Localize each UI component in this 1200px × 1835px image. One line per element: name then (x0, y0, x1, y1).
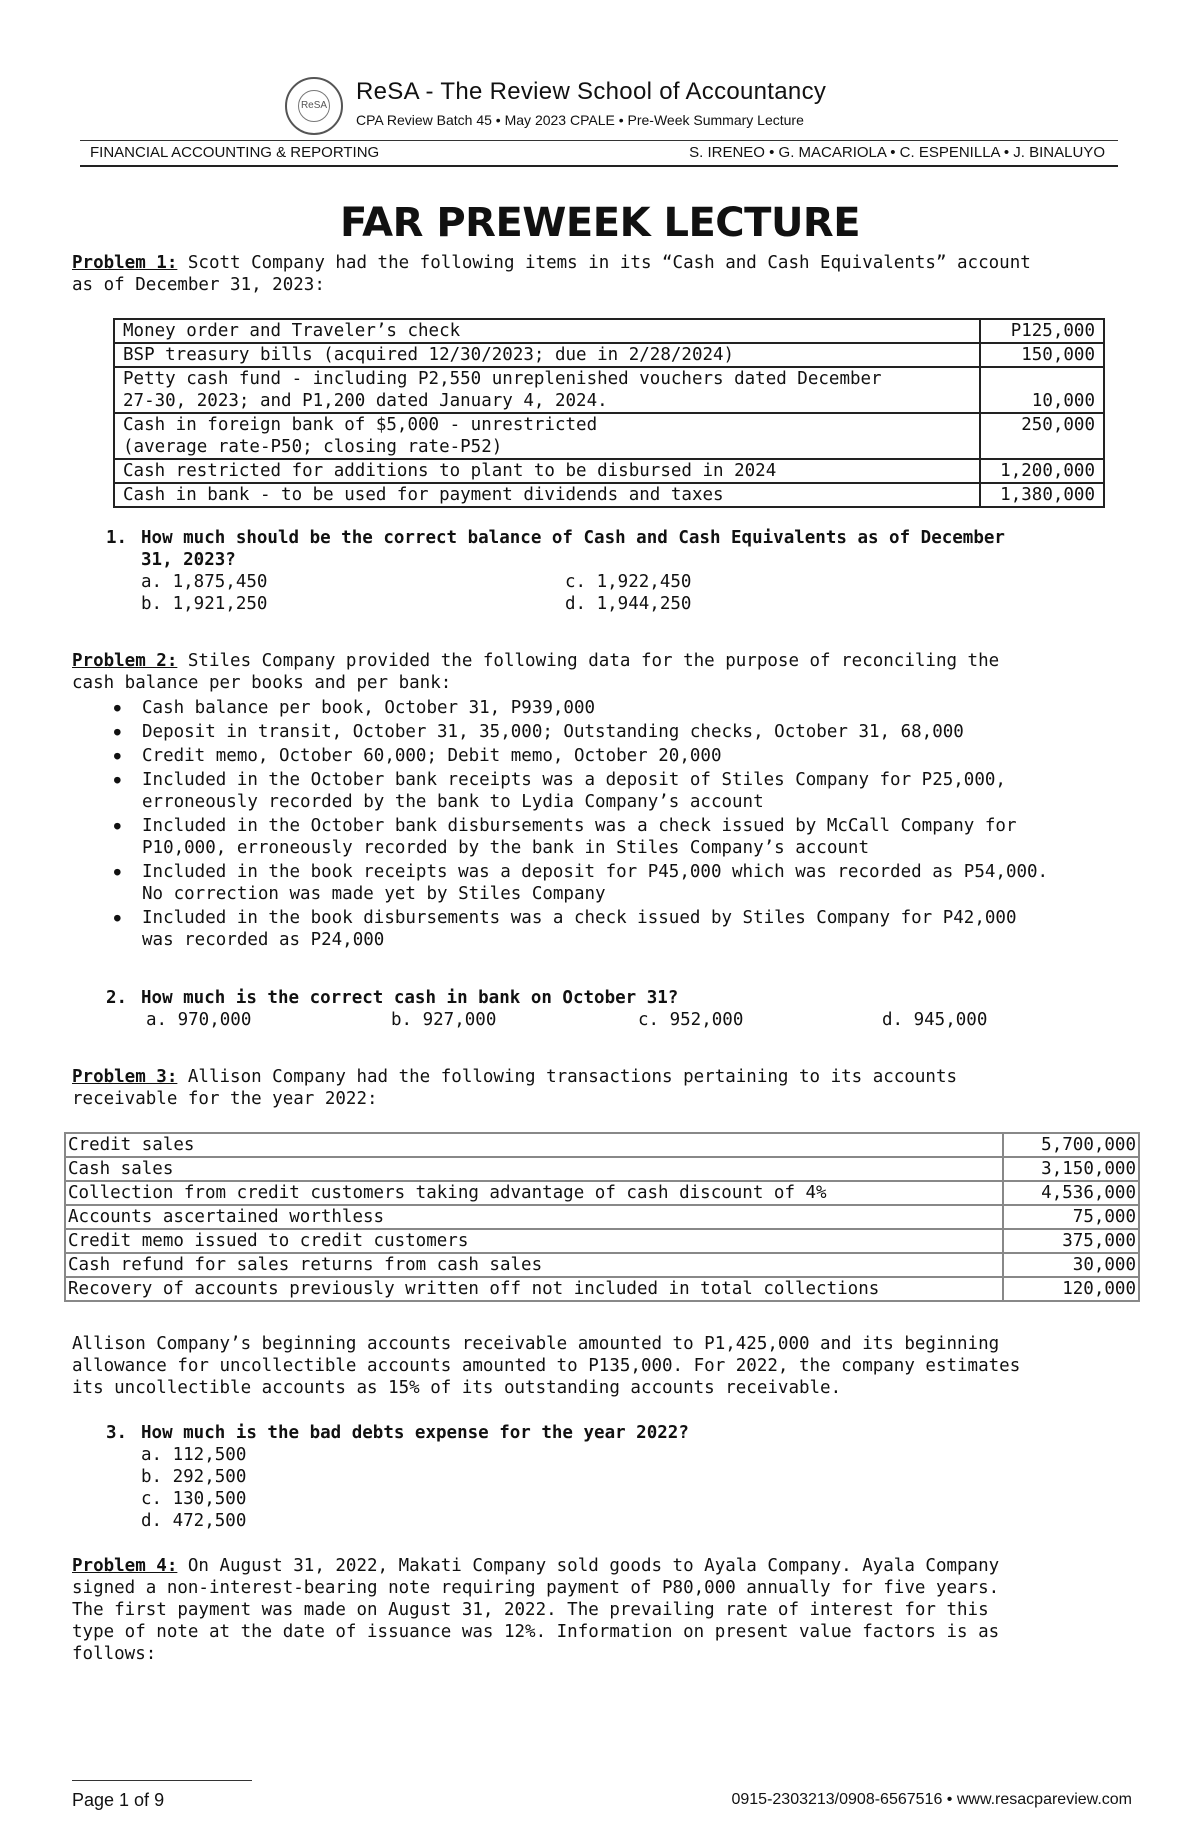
question-3: How much is the bad debts expense for the year 2022? (141, 1423, 689, 1443)
table-row (114, 459, 1104, 483)
table-cell-desc: Credit memo issued to credit customers (65, 1229, 1003, 1253)
logo-mark: ReSA (298, 90, 330, 122)
contact-info: 0915-2303213/0908-6567516 • www.resacpareview.com (731, 1791, 1132, 1808)
problem-2-intro (72, 650, 1132, 694)
table-row (114, 367, 1104, 413)
problem-4-label: Problem 4: (72, 1556, 178, 1576)
choice: b. 927,000 (391, 1010, 497, 1030)
question-1-number: 1. (106, 528, 128, 548)
choice: b. 292,500 (141, 1467, 247, 1487)
table-cell-desc: Cash in bank - to be used for payment dividends and taxes (114, 483, 980, 507)
problem-3-text-line: allowance for uncollectible accounts amounted to P135,000. For 2022, the company estimates (72, 1356, 1021, 1376)
table-cell-amount: 10,000 (980, 367, 1104, 413)
choice: d. 945,000 (882, 1010, 988, 1030)
problem-4-text-line: follows: (72, 1644, 157, 1664)
list-item (110, 721, 1134, 743)
bullet-line: ● Included in the book receipts was a deposit for P45,000 which was recorded as P54,000. (142, 862, 1049, 882)
bullet-line: P10,000, erroneously recorded by the bank in Stiles Company’s account (142, 838, 869, 858)
bullet-line: ● Included in the October bank disbursements was a check issued by McCall Company for (142, 816, 1017, 836)
problem-2-label: Problem 2: (72, 651, 178, 671)
problem-4-intro (72, 1555, 1132, 1665)
page-number: Page 1 of 9 (72, 1790, 165, 1810)
question-3-number: 3. (106, 1423, 128, 1443)
table-cell-desc (114, 367, 980, 413)
page-title: FAR PREWEEK LECTURE (339, 200, 861, 246)
table-cell-amount: 3,150,000 (1003, 1157, 1139, 1181)
problem-2-text-line: cash balance per books and per bank: (72, 673, 452, 693)
cell-line: Cash in foreign bank of $5,000 - unrestricted (123, 415, 598, 435)
problem-1-label: Problem 1: (72, 253, 178, 273)
problem-3-label: Problem 3: (72, 1067, 178, 1087)
table-row (65, 1181, 1139, 1205)
bullet-line: ● Included in the book disbursements was a check issued by Stiles Company for P42,000 (142, 908, 1017, 928)
list-item (110, 861, 1134, 905)
bullet-line: ● Deposit in transit, October 31, 35,000; Outstanding checks, October 31, 68,000 (142, 722, 964, 742)
question-line: How much should be the correct balance of Cash and Cash Equivalents as of December (141, 528, 1005, 548)
bullet-line: erroneously recorded by the bank to Lydia Company’s account (142, 792, 764, 812)
list-item (110, 697, 1134, 719)
table-row (65, 1253, 1139, 1277)
list-item (110, 907, 1134, 951)
table-cell-amount: 5,700,000 (1003, 1133, 1139, 1157)
table-cell-desc: Cash sales (65, 1157, 1003, 1181)
table-cell-desc: Cash restricted for additions to plant to be disbursed in 2024 (114, 459, 980, 483)
brand-subtitle: CPA Review Batch 45 • May 2023 CPALE • Pre-Week Summary Lecture (356, 112, 804, 128)
table-row (114, 413, 1104, 459)
problem-4-text-line: On August 31, 2022, Makati Company sold goods to Ayala Company. Ayala Company (177, 1556, 1000, 1576)
problem-4-text-line: The first payment was made on August 31, 2022. The prevailing rate of interest for this (72, 1600, 989, 1620)
bullet-line: ● Credit memo, October 60,000; Debit memo, October 20,000 (142, 746, 722, 766)
cell-line: 27-30, 2023; and P1,200 dated January 4, 2024. (123, 391, 608, 411)
cell-line: (average rate-P50; closing rate-P52) (123, 437, 503, 457)
table-cell-amount: 1,200,000 (980, 459, 1104, 483)
table-cell-desc: BSP treasury bills (acquired 12/30/2023; due in 2/28/2024) (114, 343, 980, 367)
footer-divider (72, 1780, 252, 1781)
authors: S. IRENEO • G. MACARIOLA • C. ESPENILLA • J. BINALUYO (689, 144, 1105, 161)
bullet-line: was recorded as P24,000 (142, 930, 385, 950)
problem-3-details (72, 1333, 1132, 1399)
list-item (110, 769, 1134, 813)
question-2-number: 2. (106, 988, 128, 1008)
table-row (65, 1229, 1139, 1253)
choice: d. 1,944,250 (565, 594, 692, 614)
table-cell-desc: Accounts ascertained worthless (65, 1205, 1003, 1229)
table-row (114, 319, 1104, 343)
table-cell-amount: 4,536,000 (1003, 1181, 1139, 1205)
bullet-line: ● Cash balance per book, October 31, P939,000 (142, 698, 596, 718)
resa-logo (285, 77, 343, 135)
question-1 (141, 527, 1141, 571)
choice: b. 1,921,250 (141, 594, 268, 614)
problem-1-text-line: as of December 31, 2023: (72, 275, 325, 295)
table-cell-desc: Credit sales (65, 1133, 1003, 1157)
table-cell-amount: 30,000 (1003, 1253, 1139, 1277)
table-cell-amount: 150,000 (980, 343, 1104, 367)
table-cell-desc: Collection from credit customers taking advantage of cash discount of 4% (65, 1181, 1003, 1205)
table-cell-amount: 250,000 (980, 413, 1104, 459)
choice: a. 970,000 (146, 1010, 252, 1030)
problem-1-intro (72, 252, 1132, 296)
problem-3-intro (72, 1066, 1132, 1110)
choice-list (141, 1444, 246, 1532)
problem-4-text-line: type of note at the date of issuance was 12%. Information on present value factors is as (72, 1622, 1000, 1642)
choice: c. 1,922,450 (565, 572, 692, 592)
list-item (110, 745, 1134, 767)
table-cell-amount: 120,000 (1003, 1277, 1139, 1301)
choice: a. 1,875,450 (141, 572, 268, 592)
table-row (65, 1133, 1139, 1157)
problem-2-text-line: Stiles Company provided the following data for the purpose of reconciling the (177, 651, 1000, 671)
problem-1-text-line: Scott Company had the following items in its “Cash and Cash Equivalents” account (177, 253, 1031, 273)
problem-2-bullets (110, 697, 1134, 953)
table-row (114, 343, 1104, 367)
problem-3-table (64, 1132, 1140, 1302)
table-cell-amount: 75,000 (1003, 1205, 1139, 1229)
table-row (65, 1277, 1139, 1301)
choice: d. 472,500 (141, 1511, 247, 1531)
problem-1-table (113, 318, 1105, 508)
table-row (114, 483, 1104, 507)
table-cell-amount: P125,000 (980, 319, 1104, 343)
header-divider-bottom (80, 165, 1118, 167)
table-cell-desc: Cash refund for sales returns from cash sales (65, 1253, 1003, 1277)
cell-line: Petty cash fund - including P2,550 unreplenished vouchers dated December (123, 369, 882, 389)
table-row (65, 1205, 1139, 1229)
problem-3-text-line: receivable for the year 2022: (72, 1089, 378, 1109)
choice: c. 952,000 (638, 1010, 744, 1030)
question-line: 31, 2023? (141, 550, 236, 570)
problem-3-text-line: its uncollectible accounts as 15% of its outstanding accounts receivable. (72, 1378, 842, 1398)
brand-title: ReSA - The Review School of Accountancy (356, 78, 827, 105)
choice: c. 130,500 (141, 1489, 247, 1509)
table-cell-amount: 1,380,000 (980, 483, 1104, 507)
table-cell-desc: Recovery of accounts previously written off not included in total collections (65, 1277, 1003, 1301)
problem-3-text-line: Allison Company’s beginning accounts receivable amounted to P1,425,000 and its beginning (72, 1334, 1000, 1354)
choice: a. 112,500 (141, 1445, 247, 1465)
problem-4-text-line: signed a non-interest-bearing note requiring payment of P80,000 annually for five years. (72, 1578, 1000, 1598)
bullet-line: No correction was made yet by Stiles Company (142, 884, 606, 904)
list-item (110, 815, 1134, 859)
problem-3-text-line: Allison Company had the following transactions pertaining to its accounts (177, 1067, 958, 1087)
course-name: FINANCIAL ACCOUNTING & REPORTING (90, 144, 380, 161)
bullet-line: ● Included in the October bank receipts was a deposit of Stiles Company for P25,000, (142, 770, 1006, 790)
header-divider-top (80, 140, 1118, 141)
table-row (65, 1157, 1139, 1181)
table-cell-amount: 375,000 (1003, 1229, 1139, 1253)
table-cell-desc: Money order and Traveler’s check (114, 319, 980, 343)
table-cell-desc (114, 413, 980, 459)
question-2: How much is the correct cash in bank on October 31? (141, 988, 679, 1008)
